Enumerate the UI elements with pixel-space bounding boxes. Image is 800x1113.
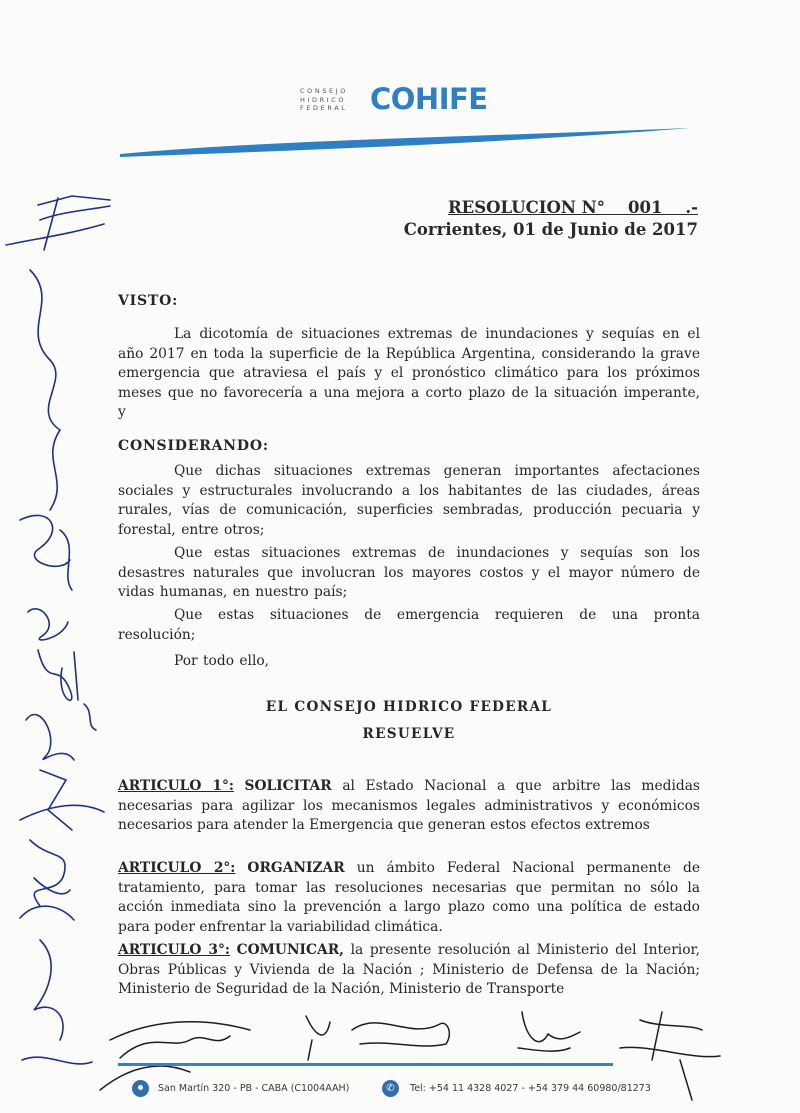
article-1-text: al Estado Nacional a que arbitre las medidas necesarias para agilizar los mecanismos legales administrativos y económicos necesarios para atender la Emergencia que generan estos efectos extremos (118, 778, 700, 834)
footer-divider (118, 1063, 613, 1066)
resolution-number: RESOLUCION N° 001 .- (447, 198, 698, 217)
visto-heading: VISTO: (118, 293, 179, 309)
considerando-paragraph-2: Que estas situaciones extremas de inundaciones y sequías son los desastres naturales que involucran los mayores costos y el mayor número de vidas humanas, en nuestro país; (118, 545, 700, 601)
logo-line-hidrico: HIDRICO (300, 95, 347, 104)
location-pin-icon (132, 1080, 149, 1097)
article-3-text: la presente resolución al Ministerio del Interior, Obras Públicas y Vivienda de la Nación ; Ministerio de Defensa de la Nación; Ministerio de Seguridad de la Nación, Ministerio de Transporte (118, 942, 700, 998)
considerando-paragraph-1: Que dichas situaciones extremas generan importantes afectaciones sociales y estructurales involucrando a los habitantes de las ciudades, áreas rurales, vías de comunicación, superficies sembradas, producción pecuaria y forestal, entre otros; (118, 463, 700, 538)
article-2-label: ARTICULO 2°: (118, 860, 236, 876)
footer-address: San Martín 320 - PB - CABA (C1004AAH) (158, 1083, 350, 1094)
article-2-verb: ORGANIZAR (247, 860, 345, 876)
logo-line-consejo: CONSEJO (300, 87, 348, 95)
considerando-paragraph-4: Por todo ello, (174, 653, 270, 669)
visto-paragraph: La dicotomía de situaciones extremas de inundaciones y sequías en el año 2017 en toda la superficie de la República Argentina, considerando la grave emergencia que atraviesa el país y el pronóstico climático para los próximos meses que no favorecería a una mejora a corto plazo de la situación imperante, y (118, 326, 700, 421)
logo-line-federal: FEDERAL (300, 104, 348, 113)
article-3-verb: COMUNICAR, (236, 942, 344, 958)
margin-initials (6, 196, 110, 1064)
footer-phone: Tel: +54 11 4328 4027 - +54 379 44 60980/81273 (410, 1083, 651, 1094)
article-2-text: un ámbito Federal Nacional permanente de tratamiento, para tomar las resoluciones necesarias que permitan no sólo la acción inmediata sino la prevención a largo plazo como una política de estado para poder enfrentar la variabilidad climática. (118, 860, 700, 935)
council-heading: EL CONSEJO HIDRICO FEDERAL (265, 699, 553, 715)
considerando-heading: CONSIDERANDO: (118, 438, 269, 454)
article-1-label: ARTICULO 1°: (118, 778, 234, 794)
resolution-date: Corrientes, 01 de Junio de 2017 (403, 220, 698, 239)
resuelve-heading: RESUELVE (362, 726, 456, 742)
considerando-paragraph-3: Que estas situaciones de emergencia requieren de una pronta resolución; (118, 607, 700, 643)
logo-wordmark: COHIFE (370, 82, 488, 116)
phone-icon: ✆ (382, 1080, 399, 1097)
article-1-verb: SOLICITAR (244, 778, 332, 794)
footer (132, 1080, 692, 1100)
article-3-label: ARTICULO 3°: (118, 942, 231, 958)
